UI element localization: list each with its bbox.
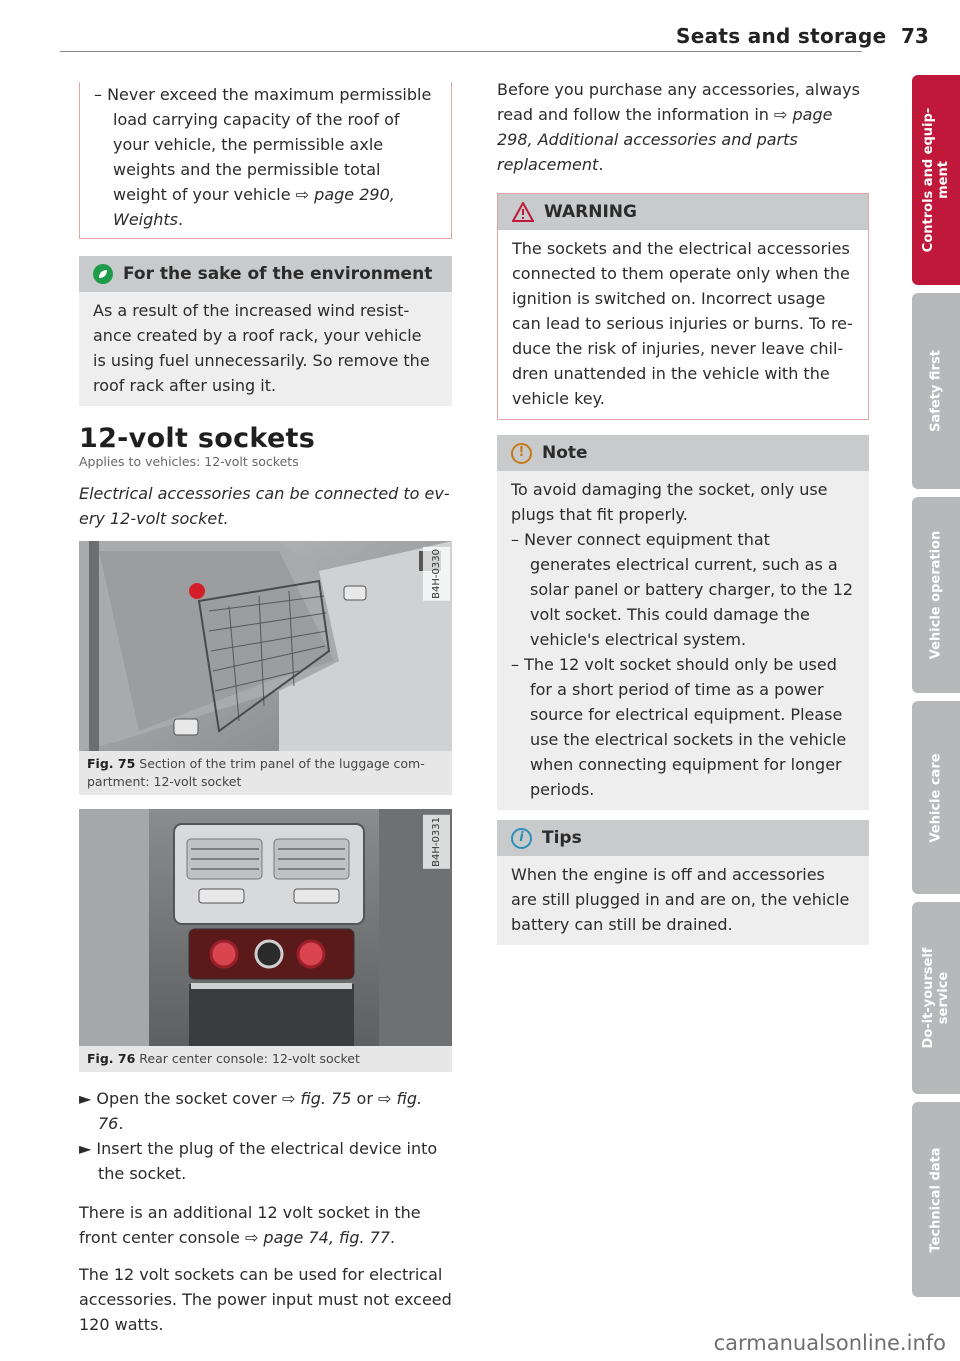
figure-75-caption-text: Section of the trim panel of the luggage compartment: 12-volt socket	[87, 756, 425, 789]
tips-box	[497, 820, 869, 945]
tab-label: Controls and equip- ment	[921, 107, 951, 253]
tab-vehicle-operation[interactable]	[912, 497, 960, 693]
sentence-end: .	[178, 210, 184, 229]
step-insert-plug: ► Insert the plug of the electrical device into the socket.	[79, 1139, 438, 1183]
figure-75	[79, 541, 452, 795]
applies-to-line: Applies to vehicles: 12-volt sockets	[79, 454, 299, 469]
running-header-title: Seats and storage	[676, 24, 887, 48]
accessories-intro-text: Before you purchase any accessories, always read and follow the information in	[497, 80, 860, 124]
header-rule	[60, 51, 862, 52]
power-input-paragraph: The 12 volt sockets can be used for electrical accessories. The power input must not exceed 120 watts.	[79, 1265, 452, 1334]
tab-safety-first[interactable]	[912, 293, 960, 489]
warning-title: WARNING	[544, 202, 637, 222]
roof-rack-warning-continuation	[79, 82, 452, 239]
tips-title: Tips	[542, 828, 582, 848]
figure-75-caption	[79, 751, 452, 795]
accessories-intro	[497, 77, 869, 177]
watermark: carmanualsonline.info	[713, 1331, 946, 1355]
left-column	[79, 82, 452, 1337]
page-74-ref[interactable]: ⇨ page 74, fig. 77	[244, 1228, 391, 1247]
note-box-body	[497, 471, 869, 810]
page-number: 73	[901, 24, 929, 48]
tips-text: When the engine is off and accessories are still plugged in and are on, the vehicle battery can still be drained.	[511, 865, 850, 934]
step-open-cover: ► Open the socket cover	[79, 1089, 282, 1108]
warning-box-body	[498, 230, 868, 419]
figure-75-code: B4H-0330	[423, 547, 450, 601]
note-intro: To avoid damaging the socket, only use plugs that fit properly.	[511, 480, 828, 524]
tab-label: Do-it-yourself service	[921, 947, 951, 1049]
figure-76-caption-text: Rear center console: 12-volt socket	[139, 1051, 360, 1066]
warning-triangle-icon	[512, 202, 534, 222]
warning-box-header	[498, 194, 868, 230]
tab-technical-data[interactable]	[912, 1102, 960, 1297]
instruction-steps	[79, 1086, 452, 1186]
exclamation-note-icon: !	[511, 443, 532, 464]
environment-box	[79, 256, 452, 406]
environment-box-header	[79, 256, 452, 292]
figure-76-caption	[79, 1046, 452, 1072]
weights-page-ref[interactable]: ⇨ page 290, Weights	[113, 185, 395, 229]
note-title: Note	[542, 443, 588, 463]
figure-76	[79, 809, 452, 1072]
tips-box-body	[497, 856, 869, 945]
additional-socket-text: There is an additional 12 volt socket in the front center console	[79, 1203, 421, 1247]
info-tips-icon: i	[511, 828, 532, 849]
note-box-header	[497, 435, 869, 471]
fig-76-ref[interactable]: ⇨ fig. 76	[98, 1089, 423, 1133]
tab-label: Technical data	[928, 1146, 944, 1253]
warning-box	[497, 193, 869, 420]
tips-box-header	[497, 820, 869, 856]
figure-75-label: Fig. 75	[87, 756, 136, 771]
section-lead: Electrical accessories can be connected to every 12-volt socket.	[79, 484, 450, 528]
environment-text: As a result of the increased wind resistance created by a roof rack, your vehicle is using fuel unnecessarily. So remove the roof rack after using it.	[93, 301, 430, 395]
section-heading: 12-volt sockets	[79, 423, 316, 454]
figure-76-label: Fig. 76	[87, 1051, 136, 1066]
fig-75-ref[interactable]: ⇨ fig. 75	[281, 1089, 352, 1108]
step-or: or	[351, 1089, 378, 1108]
figure-75-image	[79, 541, 452, 751]
page-298-ref[interactable]: ⇨ page 298, Additional accessories and parts replacement	[497, 105, 833, 174]
environment-box-body	[79, 292, 452, 406]
warning-text: The sockets and the electrical accessories connected to them operate only when the ignition is switched on. Incorrect usage can lead to serious injuries or burns. To reduce the risk of injuries, never leave children unattended in the vehicle with the vehicle key.	[512, 239, 853, 408]
leaf-environment-icon	[93, 264, 113, 284]
note-box	[497, 435, 869, 810]
tab-vehicle-care[interactable]	[912, 701, 960, 894]
tab-label: Vehicle care	[928, 752, 944, 843]
environment-box-title: For the sake of the environment	[123, 264, 433, 284]
note-bullet-1: – Never connect equipment that generates electrical current, such as a solar panel or battery charger, to the 12 volt socket. This could damage the vehicle's electrical system.	[511, 530, 854, 649]
intro-end: .	[598, 155, 604, 174]
tab-label: Safety first	[928, 350, 944, 432]
additional-socket-paragraph	[79, 1200, 452, 1250]
right-column	[497, 77, 869, 945]
roof-load-bullet: – Never exceed the maximum permissible load carrying capacity of the roof of your vehicle, the permissible axle weights and the permissible total weight of your vehicle	[94, 85, 432, 204]
step-end: .	[118, 1114, 124, 1133]
note-bullet-2: – The 12 volt socket should only be used for a short period of time as a power source for electrical equipment. Please use the electrical sockets in the vehicle when connecting equipment for longer periods.	[511, 655, 847, 799]
figure-76-image	[79, 809, 452, 1046]
tab-do-it-yourself-service[interactable]	[912, 902, 960, 1094]
para-end: .	[390, 1228, 396, 1247]
tab-label: Vehicle operation	[928, 530, 944, 660]
tab-controls-and-equipment[interactable]	[912, 75, 960, 285]
figure-76-code: B4H-0331	[423, 815, 450, 869]
